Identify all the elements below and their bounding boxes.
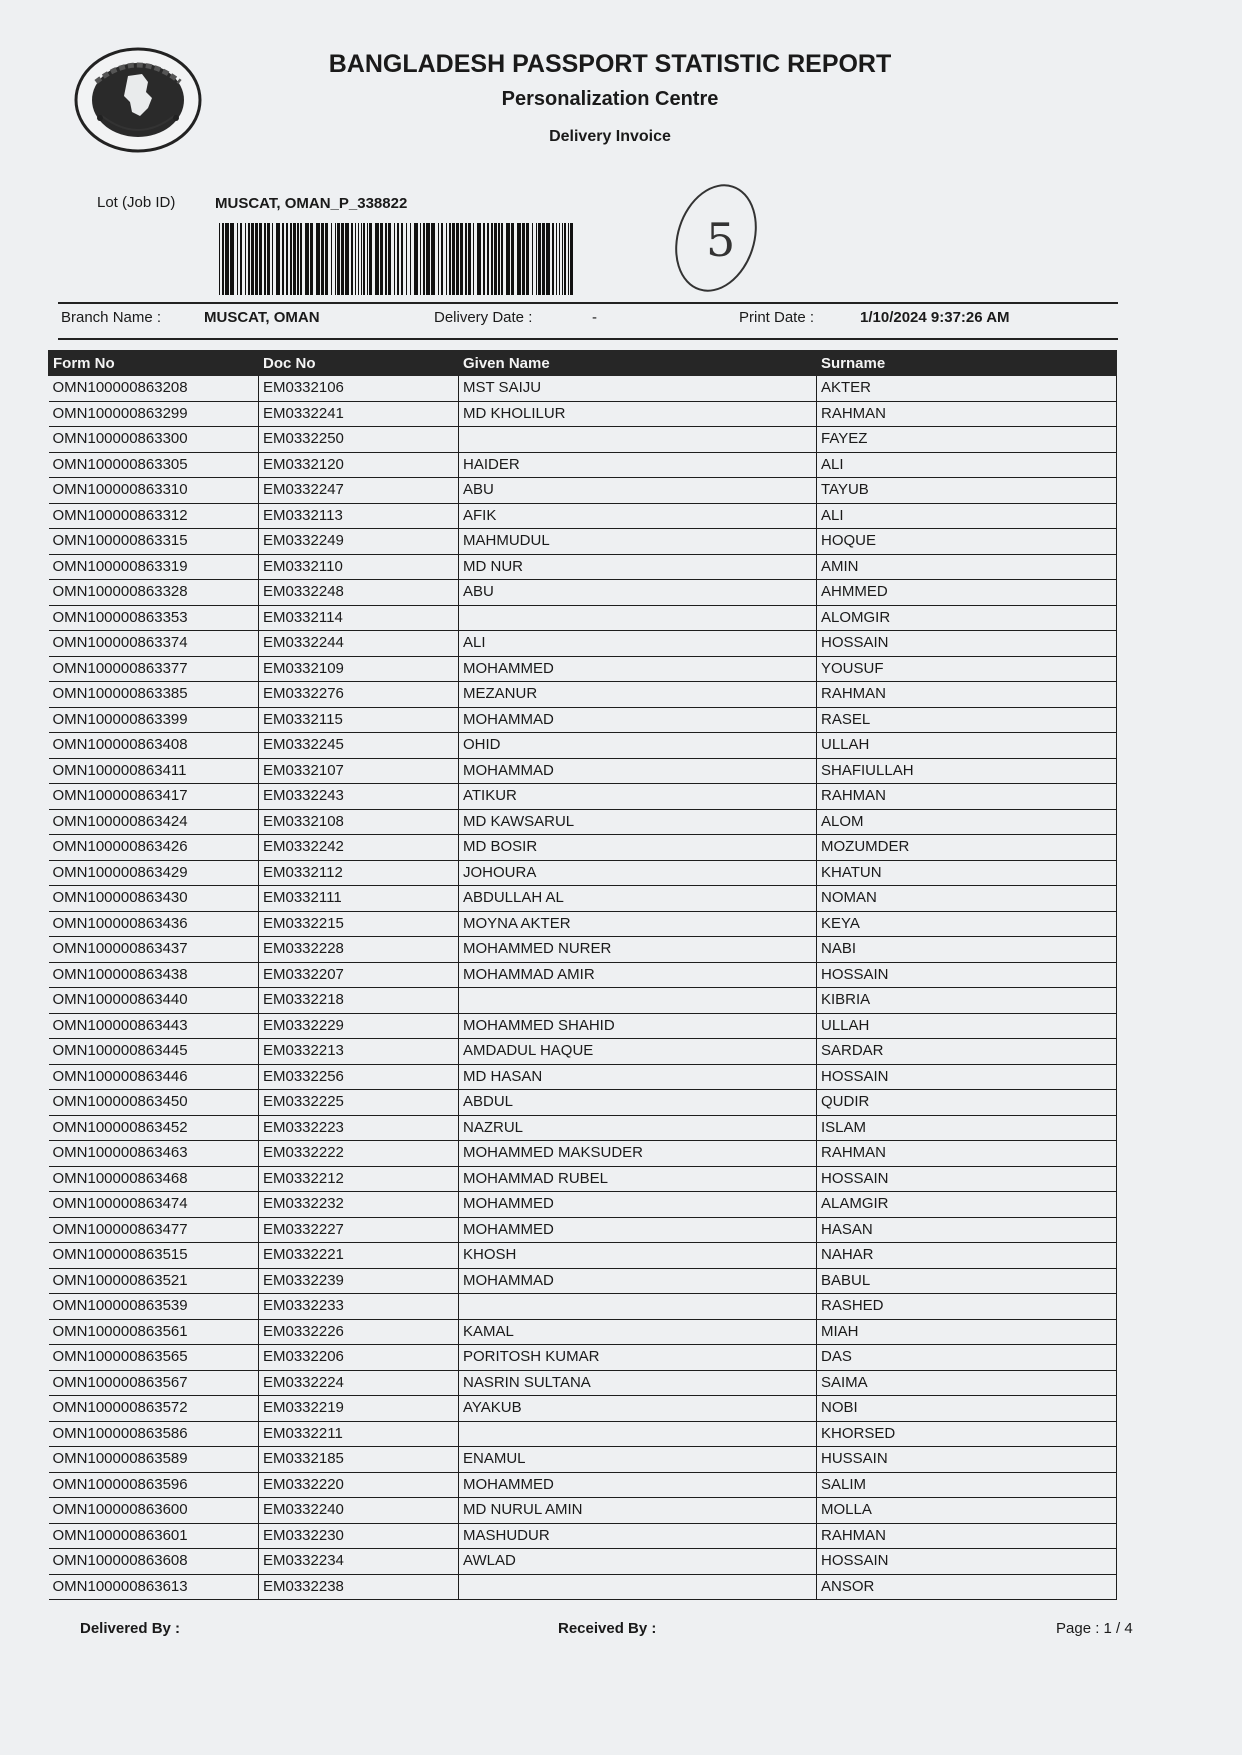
given-name-cell: AFIK bbox=[459, 503, 817, 529]
surname-cell: ALI bbox=[817, 452, 1117, 478]
form-no-cell: OMN100000863430 bbox=[49, 886, 259, 912]
surname-cell: DAS bbox=[817, 1345, 1117, 1371]
given-name-cell: OHID bbox=[459, 733, 817, 759]
form-no-cell: OMN100000863429 bbox=[49, 860, 259, 886]
form-no-cell: OMN100000863438 bbox=[49, 962, 259, 988]
doc-no-cell: EM0332238 bbox=[259, 1574, 459, 1600]
form-no-cell: OMN100000863474 bbox=[49, 1192, 259, 1218]
surname-cell: ALOM bbox=[817, 809, 1117, 835]
table-row bbox=[49, 631, 1117, 657]
surname-cell: KIBRIA bbox=[817, 988, 1117, 1014]
given-name-cell bbox=[459, 427, 817, 453]
doc-no-cell: EM0332114 bbox=[259, 605, 459, 631]
surname-cell: HOSSAIN bbox=[817, 1166, 1117, 1192]
form-no-cell: OMN100000863515 bbox=[49, 1243, 259, 1269]
surname-cell: SAIMA bbox=[817, 1370, 1117, 1396]
doc-no-cell: EM0332185 bbox=[259, 1447, 459, 1473]
form-no-cell: OMN100000863452 bbox=[49, 1115, 259, 1141]
doc-no-cell: EM0332256 bbox=[259, 1064, 459, 1090]
form-no-cell: OMN100000863426 bbox=[49, 835, 259, 861]
surname-cell: RAHMAN bbox=[817, 682, 1117, 708]
doc-no-cell: EM0332111 bbox=[259, 886, 459, 912]
given-name-cell: KAMAL bbox=[459, 1319, 817, 1345]
given-name-cell: MOHAMMED bbox=[459, 656, 817, 682]
given-name-cell bbox=[459, 1294, 817, 1320]
given-name-cell: NASRIN SULTANA bbox=[459, 1370, 817, 1396]
given-name-cell: MST SAIJU bbox=[459, 376, 817, 402]
table-row bbox=[49, 503, 1117, 529]
table-row bbox=[49, 1064, 1117, 1090]
table-row bbox=[49, 529, 1117, 555]
delivered-by-label: Delivered By : bbox=[80, 1620, 181, 1637]
table-row bbox=[49, 1039, 1117, 1065]
doc-no-cell: EM0332212 bbox=[259, 1166, 459, 1192]
surname-cell: NABI bbox=[817, 937, 1117, 963]
doc-no-cell: EM0332230 bbox=[259, 1523, 459, 1549]
page-number: Page : 1 / 4 bbox=[1056, 1620, 1133, 1637]
form-no-cell: OMN100000863310 bbox=[49, 478, 259, 504]
given-name-cell: AYAKUB bbox=[459, 1396, 817, 1422]
form-no-cell: OMN100000863608 bbox=[49, 1549, 259, 1575]
given-name-cell: PORITOSH KUMAR bbox=[459, 1345, 817, 1371]
surname-cell: YOUSUF bbox=[817, 656, 1117, 682]
handwritten-page-mark bbox=[668, 180, 768, 298]
surname-cell: HOSSAIN bbox=[817, 1549, 1117, 1575]
table-row bbox=[49, 1115, 1117, 1141]
doc-no-cell: EM0332223 bbox=[259, 1115, 459, 1141]
form-no-cell: OMN100000863312 bbox=[49, 503, 259, 529]
form-no-cell: OMN100000863424 bbox=[49, 809, 259, 835]
given-name-cell: MOHAMMED bbox=[459, 1472, 817, 1498]
surname-cell: HOSSAIN bbox=[817, 962, 1117, 988]
lot-value: MUSCAT, OMAN_P_338822 bbox=[215, 195, 408, 212]
table-row bbox=[49, 1472, 1117, 1498]
table-row bbox=[49, 554, 1117, 580]
form-no-cell: OMN100000863539 bbox=[49, 1294, 259, 1320]
table-row bbox=[49, 656, 1117, 682]
form-no-cell: OMN100000863385 bbox=[49, 682, 259, 708]
given-name-cell: MD HASAN bbox=[459, 1064, 817, 1090]
form-no-cell: OMN100000863436 bbox=[49, 911, 259, 937]
surname-cell: KHATUN bbox=[817, 860, 1117, 886]
surname-cell: RASEL bbox=[817, 707, 1117, 733]
doc-no-cell: EM0332107 bbox=[259, 758, 459, 784]
print-date-label: Print Date : bbox=[739, 309, 815, 326]
form-no-cell: OMN100000863374 bbox=[49, 631, 259, 657]
surname-cell: HOSSAIN bbox=[817, 631, 1117, 657]
doc-no-cell: EM0332213 bbox=[259, 1039, 459, 1065]
doc-no-cell: EM0332244 bbox=[259, 631, 459, 657]
doc-no-cell: EM0332113 bbox=[259, 503, 459, 529]
surname-cell: HUSSAIN bbox=[817, 1447, 1117, 1473]
form-no-cell: OMN100000863600 bbox=[49, 1498, 259, 1524]
doc-no-cell: EM0332211 bbox=[259, 1421, 459, 1447]
given-name-cell: ABDULLAH AL bbox=[459, 886, 817, 912]
form-no-cell: OMN100000863589 bbox=[49, 1447, 259, 1473]
branch-label: Branch Name : bbox=[61, 309, 162, 326]
table-row bbox=[49, 682, 1117, 708]
doc-no-cell: EM0332115 bbox=[259, 707, 459, 733]
given-name-cell: MOHAMMAD RUBEL bbox=[459, 1166, 817, 1192]
surname-cell: HASAN bbox=[817, 1217, 1117, 1243]
table-row bbox=[49, 1319, 1117, 1345]
surname-cell: AKTER bbox=[817, 376, 1117, 402]
surname-cell: AHMMED bbox=[817, 580, 1117, 606]
table-row bbox=[49, 1141, 1117, 1167]
doc-no-cell: EM0332108 bbox=[259, 809, 459, 835]
doc-no-cell: EM0332109 bbox=[259, 656, 459, 682]
form-no-cell: OMN100000863353 bbox=[49, 605, 259, 631]
doc-no-cell: EM0332207 bbox=[259, 962, 459, 988]
doc-no-cell: EM0332239 bbox=[259, 1268, 459, 1294]
surname-cell: ALAMGIR bbox=[817, 1192, 1117, 1218]
given-name-cell: MD KAWSARUL bbox=[459, 809, 817, 835]
given-name-cell: MOHAMMED MAKSUDER bbox=[459, 1141, 817, 1167]
doc-no-cell: EM0332120 bbox=[259, 452, 459, 478]
given-name-cell: MOHAMMED bbox=[459, 1217, 817, 1243]
given-name-cell bbox=[459, 1421, 817, 1447]
table-row bbox=[49, 1192, 1117, 1218]
doc-no-cell: EM0332224 bbox=[259, 1370, 459, 1396]
surname-cell: FAYEZ bbox=[817, 427, 1117, 453]
given-name-cell: ABU bbox=[459, 580, 817, 606]
table-row bbox=[49, 1421, 1117, 1447]
doc-no-cell: EM0332220 bbox=[259, 1472, 459, 1498]
doc-no-cell: EM0332229 bbox=[259, 1013, 459, 1039]
given-name-cell: MAHMUDUL bbox=[459, 529, 817, 555]
given-name-cell: ATIKUR bbox=[459, 784, 817, 810]
table-row bbox=[49, 1370, 1117, 1396]
doc-no-cell: EM0332249 bbox=[259, 529, 459, 555]
column-header-given-name: Given Name bbox=[459, 351, 817, 376]
form-no-cell: OMN100000863305 bbox=[49, 452, 259, 478]
surname-cell: ULLAH bbox=[817, 733, 1117, 759]
form-no-cell: OMN100000863586 bbox=[49, 1421, 259, 1447]
divider bbox=[58, 338, 1118, 340]
given-name-cell: HAIDER bbox=[459, 452, 817, 478]
table-row bbox=[49, 1090, 1117, 1116]
doc-no-cell: EM0332110 bbox=[259, 554, 459, 580]
surname-cell: ALI bbox=[817, 503, 1117, 529]
form-no-cell: OMN100000863468 bbox=[49, 1166, 259, 1192]
form-no-cell: OMN100000863399 bbox=[49, 707, 259, 733]
table-row bbox=[49, 1447, 1117, 1473]
column-header-surname: Surname bbox=[817, 351, 1117, 376]
given-name-cell: NAZRUL bbox=[459, 1115, 817, 1141]
surname-cell: RASHED bbox=[817, 1294, 1117, 1320]
form-no-cell: OMN100000863561 bbox=[49, 1319, 259, 1345]
surname-cell: HOQUE bbox=[817, 529, 1117, 555]
branch-value: MUSCAT, OMAN bbox=[204, 309, 320, 326]
form-no-cell: OMN100000863300 bbox=[49, 427, 259, 453]
form-no-cell: OMN100000863521 bbox=[49, 1268, 259, 1294]
doc-no-cell: EM0332215 bbox=[259, 911, 459, 937]
form-no-cell: OMN100000863596 bbox=[49, 1472, 259, 1498]
table-row bbox=[49, 886, 1117, 912]
form-no-cell: OMN100000863319 bbox=[49, 554, 259, 580]
table-row bbox=[49, 758, 1117, 784]
form-no-cell: OMN100000863565 bbox=[49, 1345, 259, 1371]
form-no-cell: OMN100000863443 bbox=[49, 1013, 259, 1039]
delivery-table bbox=[48, 350, 1117, 1600]
surname-cell: SARDAR bbox=[817, 1039, 1117, 1065]
doc-no-cell: EM0332206 bbox=[259, 1345, 459, 1371]
column-header-form-no: Form No bbox=[49, 351, 259, 376]
surname-cell: TAYUB bbox=[817, 478, 1117, 504]
form-no-cell: OMN100000863463 bbox=[49, 1141, 259, 1167]
svg-text:5: 5 bbox=[706, 213, 736, 267]
given-name-cell: ENAMUL bbox=[459, 1447, 817, 1473]
surname-cell: NAHAR bbox=[817, 1243, 1117, 1269]
column-header-doc-no: Doc No bbox=[259, 351, 459, 376]
form-no-cell: OMN100000863440 bbox=[49, 988, 259, 1014]
given-name-cell: MOHAMMAD bbox=[459, 758, 817, 784]
table-row bbox=[49, 580, 1117, 606]
table-row bbox=[49, 937, 1117, 963]
table-row bbox=[49, 707, 1117, 733]
government-seal-logo bbox=[72, 46, 204, 154]
given-name-cell: MOHAMMAD bbox=[459, 707, 817, 733]
surname-cell: QUDIR bbox=[817, 1090, 1117, 1116]
doc-no-cell: EM0332112 bbox=[259, 860, 459, 886]
form-no-cell: OMN100000863613 bbox=[49, 1574, 259, 1600]
table-row bbox=[49, 809, 1117, 835]
given-name-cell: MOHAMMAD bbox=[459, 1268, 817, 1294]
table-row bbox=[49, 1294, 1117, 1320]
lot-label: Lot (Job ID) bbox=[97, 194, 176, 211]
doc-no-cell: EM0332106 bbox=[259, 376, 459, 402]
doc-no-cell: EM0332225 bbox=[259, 1090, 459, 1116]
surname-cell: SHAFIULLAH bbox=[817, 758, 1117, 784]
surname-cell: ALOMGIR bbox=[817, 605, 1117, 631]
table-row bbox=[49, 988, 1117, 1014]
table-row bbox=[49, 1396, 1117, 1422]
table-row bbox=[49, 1549, 1117, 1575]
form-no-cell: OMN100000863567 bbox=[49, 1370, 259, 1396]
doc-no-cell: EM0332276 bbox=[259, 682, 459, 708]
table-row bbox=[49, 911, 1117, 937]
given-name-cell: JOHOURA bbox=[459, 860, 817, 886]
table-row bbox=[49, 605, 1117, 631]
given-name-cell bbox=[459, 605, 817, 631]
doc-no-cell: EM0332226 bbox=[259, 1319, 459, 1345]
doc-no-cell: EM0332233 bbox=[259, 1294, 459, 1320]
surname-cell: KHORSED bbox=[817, 1421, 1117, 1447]
form-no-cell: OMN100000863417 bbox=[49, 784, 259, 810]
barcode-icon bbox=[219, 223, 579, 295]
table-row bbox=[49, 1268, 1117, 1294]
doc-no-cell: EM0332243 bbox=[259, 784, 459, 810]
table-row bbox=[49, 1345, 1117, 1371]
form-no-cell: OMN100000863408 bbox=[49, 733, 259, 759]
form-no-cell: OMN100000863445 bbox=[49, 1039, 259, 1065]
form-no-cell: OMN100000863315 bbox=[49, 529, 259, 555]
doc-no-cell: EM0332250 bbox=[259, 427, 459, 453]
given-name-cell: ABDUL bbox=[459, 1090, 817, 1116]
table-row bbox=[49, 1523, 1117, 1549]
doc-no-cell: EM0332232 bbox=[259, 1192, 459, 1218]
surname-cell: NOMAN bbox=[817, 886, 1117, 912]
doc-no-cell: EM0332240 bbox=[259, 1498, 459, 1524]
surname-cell: AMIN bbox=[817, 554, 1117, 580]
surname-cell: RAHMAN bbox=[817, 401, 1117, 427]
table-row bbox=[49, 860, 1117, 886]
surname-cell: ANSOR bbox=[817, 1574, 1117, 1600]
table-row bbox=[49, 427, 1117, 453]
doc-no-cell: EM0332227 bbox=[259, 1217, 459, 1243]
table-row bbox=[49, 1013, 1117, 1039]
surname-cell: RAHMAN bbox=[817, 1141, 1117, 1167]
given-name-cell: MOYNA AKTER bbox=[459, 911, 817, 937]
doc-no-cell: EM0332221 bbox=[259, 1243, 459, 1269]
surname-cell: SALIM bbox=[817, 1472, 1117, 1498]
surname-cell: KEYA bbox=[817, 911, 1117, 937]
table-row bbox=[49, 962, 1117, 988]
surname-cell: MIAH bbox=[817, 1319, 1117, 1345]
surname-cell: ULLAH bbox=[817, 1013, 1117, 1039]
given-name-cell: ALI bbox=[459, 631, 817, 657]
surname-cell: ISLAM bbox=[817, 1115, 1117, 1141]
surname-cell: RAHMAN bbox=[817, 1523, 1117, 1549]
doc-no-cell: EM0332241 bbox=[259, 401, 459, 427]
given-name-cell: MD NURUL AMIN bbox=[459, 1498, 817, 1524]
doc-no-cell: EM0332234 bbox=[259, 1549, 459, 1575]
given-name-cell: KHOSH bbox=[459, 1243, 817, 1269]
given-name-cell bbox=[459, 1574, 817, 1600]
table-header-row bbox=[49, 351, 1117, 376]
received-by-label: Received By : bbox=[558, 1620, 657, 1637]
surname-cell: BABUL bbox=[817, 1268, 1117, 1294]
given-name-cell: ABU bbox=[459, 478, 817, 504]
delivery-date-label: Delivery Date : bbox=[434, 309, 533, 326]
form-no-cell: OMN100000863572 bbox=[49, 1396, 259, 1422]
table-row bbox=[49, 835, 1117, 861]
table-row bbox=[49, 1217, 1117, 1243]
surname-cell: RAHMAN bbox=[817, 784, 1117, 810]
form-no-cell: OMN100000863411 bbox=[49, 758, 259, 784]
table-row bbox=[49, 1166, 1117, 1192]
table-row bbox=[49, 1498, 1117, 1524]
form-no-cell: OMN100000863328 bbox=[49, 580, 259, 606]
given-name-cell: MOHAMMED bbox=[459, 1192, 817, 1218]
given-name-cell: MOHAMMED NURER bbox=[459, 937, 817, 963]
table-row bbox=[49, 478, 1117, 504]
document-type: Delivery Invoice bbox=[549, 128, 671, 145]
given-name-cell: MD NUR bbox=[459, 554, 817, 580]
given-name-cell: AMDADUL HAQUE bbox=[459, 1039, 817, 1065]
doc-no-cell: EM0332219 bbox=[259, 1396, 459, 1422]
form-no-cell: OMN100000863377 bbox=[49, 656, 259, 682]
given-name-cell: MOHAMMAD AMIR bbox=[459, 962, 817, 988]
divider bbox=[58, 302, 1118, 304]
given-name-cell: AWLAD bbox=[459, 1549, 817, 1575]
given-name-cell bbox=[459, 988, 817, 1014]
table-row bbox=[49, 1574, 1117, 1600]
print-date-value: 1/10/2024 9:37:26 AM bbox=[860, 309, 1010, 326]
table-row bbox=[49, 1243, 1117, 1269]
doc-no-cell: EM0332248 bbox=[259, 580, 459, 606]
form-no-cell: OMN100000863437 bbox=[49, 937, 259, 963]
doc-no-cell: EM0332218 bbox=[259, 988, 459, 1014]
form-no-cell: OMN100000863601 bbox=[49, 1523, 259, 1549]
given-name-cell: MASHUDUR bbox=[459, 1523, 817, 1549]
doc-no-cell: EM0332222 bbox=[259, 1141, 459, 1167]
table-row bbox=[49, 401, 1117, 427]
report-title: BANGLADESH PASSPORT STATISTIC REPORT bbox=[328, 50, 892, 78]
table-row bbox=[49, 452, 1117, 478]
form-no-cell: OMN100000863446 bbox=[49, 1064, 259, 1090]
report-subtitle: Personalization Centre bbox=[501, 88, 719, 110]
form-no-cell: OMN100000863208 bbox=[49, 376, 259, 402]
form-no-cell: OMN100000863477 bbox=[49, 1217, 259, 1243]
doc-no-cell: EM0332242 bbox=[259, 835, 459, 861]
given-name-cell: MOHAMMED SHAHID bbox=[459, 1013, 817, 1039]
form-no-cell: OMN100000863450 bbox=[49, 1090, 259, 1116]
surname-cell: MOZUMDER bbox=[817, 835, 1117, 861]
doc-no-cell: EM0332245 bbox=[259, 733, 459, 759]
surname-cell: HOSSAIN bbox=[817, 1064, 1117, 1090]
given-name-cell: MEZANUR bbox=[459, 682, 817, 708]
table-row bbox=[49, 376, 1117, 402]
form-no-cell: OMN100000863299 bbox=[49, 401, 259, 427]
table-row bbox=[49, 733, 1117, 759]
given-name-cell: MD BOSIR bbox=[459, 835, 817, 861]
doc-no-cell: EM0332228 bbox=[259, 937, 459, 963]
table-row bbox=[49, 784, 1117, 810]
given-name-cell: MD KHOLILUR bbox=[459, 401, 817, 427]
surname-cell: NOBI bbox=[817, 1396, 1117, 1422]
doc-no-cell: EM0332247 bbox=[259, 478, 459, 504]
delivery-date-value: - bbox=[592, 309, 597, 326]
surname-cell: MOLLA bbox=[817, 1498, 1117, 1524]
